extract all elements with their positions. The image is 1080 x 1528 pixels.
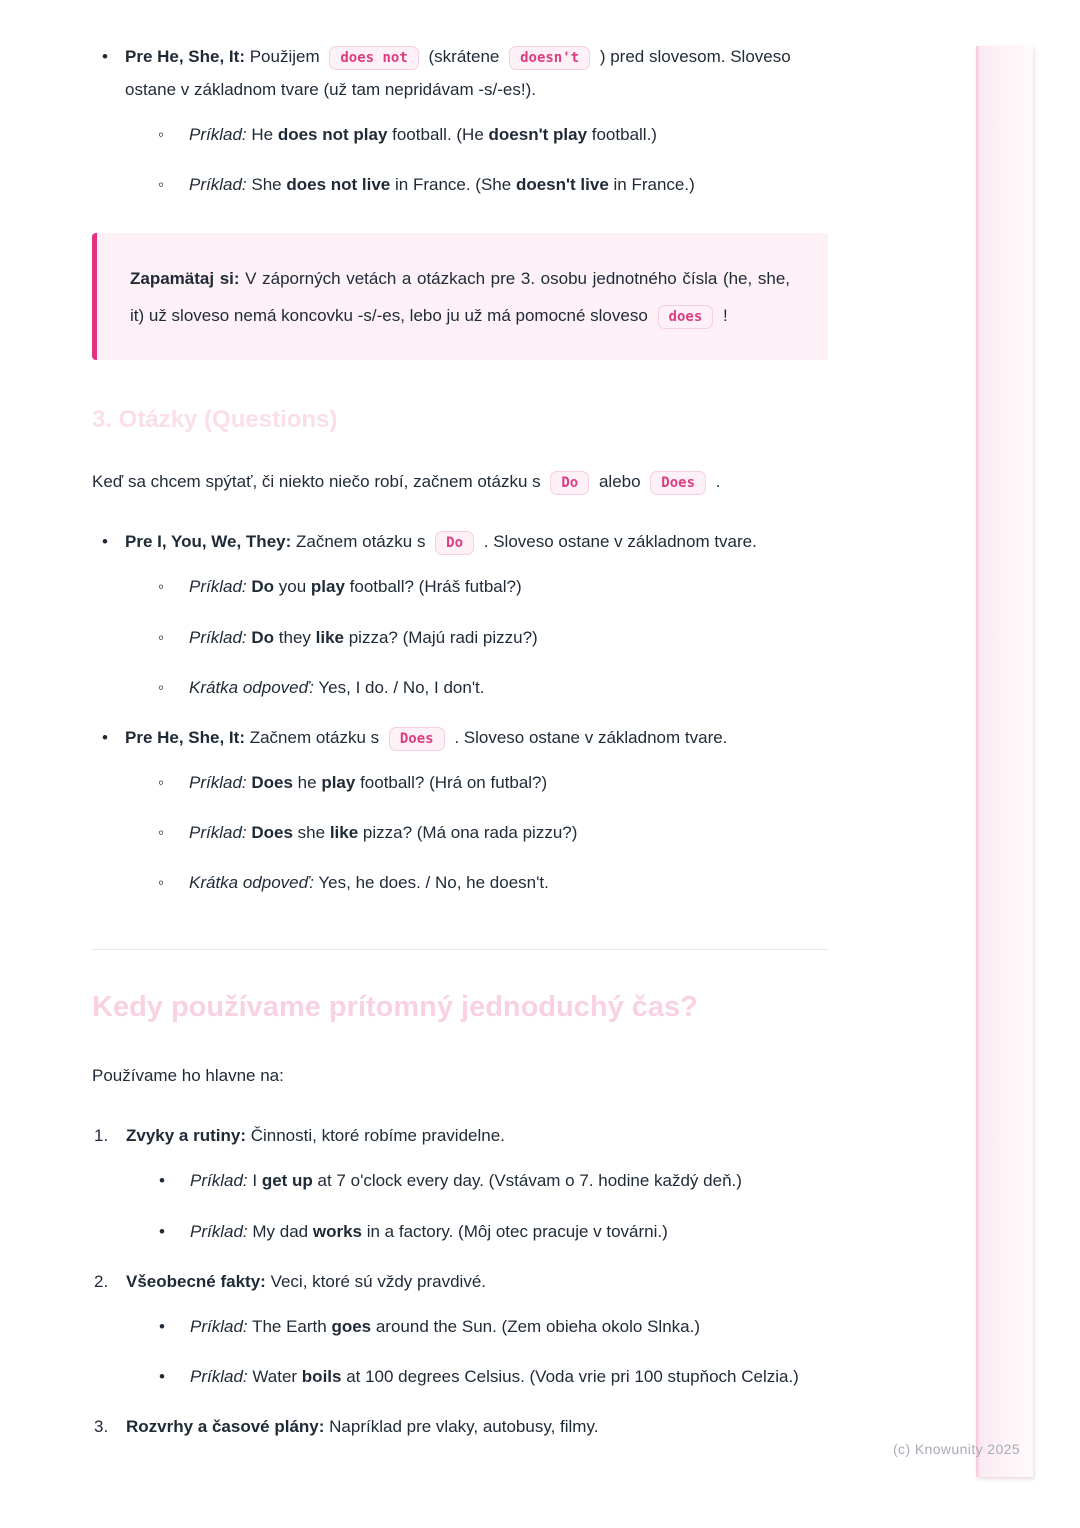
text-run: boils [301,1367,342,1387]
text-run: Príklad: [189,627,247,647]
code-badge: does not [329,46,418,70]
sub-list [126,1310,828,1393]
text-run: The Earth [247,1316,332,1336]
item-number: 3. [94,1417,109,1437]
text-run: works [312,1221,362,1241]
text-run: Water [247,1367,302,1387]
sub-item [158,168,828,201]
sub-item [159,1360,828,1393]
sub-item [158,866,828,899]
text-run: football? (Hráš futbal?) [344,577,522,597]
section-heading: 3. Otázky (Questions) [92,406,338,434]
code-badge: Do [550,471,589,495]
numbered-item [92,1410,828,1443]
text-run: Rozvrhy a časové plány: [126,1417,325,1437]
text-run: Príklad: [190,1367,248,1387]
text-run: He [246,125,278,145]
text-run: they [274,627,316,647]
text-run: like [329,823,359,843]
text-run: in France. (She [390,175,516,195]
sub-item [159,1310,828,1343]
text-run: he [292,772,322,792]
code-badge: Does [389,727,445,751]
text-run: ) pred slovesom. Sloveso ostane v základnom tvare (už tam nepridávam -s/-es!). [125,47,791,100]
paragraph [92,465,828,498]
numbered-item [92,1265,828,1393]
sub-item [158,816,828,849]
text-run: football? (Hrá on futbal?) [355,772,548,792]
text-run: like [315,627,344,647]
text-run: Pre He, She, It: [125,47,250,66]
text-run: at 7 o'clock every day. (Vstávam o 7. hodine každý deň.) [312,1171,742,1191]
sub-item [158,621,828,654]
paragraph [92,1059,828,1092]
text-run: does not live [286,175,391,195]
text-run: at 100 degrees Celsius. (Voda vrie pri 100 stupňoch Celzia.) [341,1367,799,1387]
text-run: Napríklad pre vlaky, autobusy, filmy. [324,1417,599,1437]
text-run: Zapamätaj si: [130,268,240,288]
text-run: Pre He, She, It: [125,727,250,747]
list-item [92,40,828,202]
numbered-item [92,1119,828,1247]
text-run: Príklad: [189,772,247,792]
text-run: play [310,577,345,597]
text-run: in France.) [608,175,695,195]
text-run: I [247,1171,262,1191]
item-number: 1. [94,1126,109,1146]
text-run: she [292,823,330,843]
text-run: Krátka odpoveď: [189,677,314,697]
page-edge-decoration [976,46,1033,1477]
text-run: . Sloveso ostane v základnom tvare. [479,532,757,552]
text-run: ! [718,305,728,325]
sub-list [125,766,828,899]
sub-item [159,1164,828,1197]
text-run: goes [331,1316,372,1336]
text-run: Činnosti, ktoré robíme pravidelne. [246,1126,505,1146]
item-number: 2. [94,1271,109,1291]
text-run: get up [261,1171,313,1191]
text-run: Príklad: [189,823,247,843]
sub-item [158,118,828,151]
numbered-list [92,1119,828,1443]
text-run: Pre I, You, We, They: [125,532,296,552]
list-item [92,525,828,704]
text-run: V záporných vetách a otázkach pre 3. osobu jednotného čísla (he, she, it) už sloveso nemá koncovku -s/-es, lebo ju už má pomocné sloveso [130,268,790,325]
text-run: around the Sun. (Zem obieha okolo Slnka.) [371,1316,700,1336]
text-run: football.) [587,125,657,145]
text-run: Yes, he does. / No, he doesn't. [313,873,549,893]
text-run: pizza? (Má ona rada pizzu?) [358,823,578,843]
text-run: Začnem otázku s [249,727,384,747]
text-run: Príklad: [190,1171,248,1191]
text-run: My dad [247,1221,313,1241]
sub-item [158,671,828,704]
text-run: does not play [277,125,388,145]
text-run: football. (He [387,125,489,145]
text-run: pizza? (Majú radi pizzu?) [344,627,538,647]
sub-item [158,766,828,799]
text-run: Zvyky a rutiny: [126,1126,246,1146]
text-run: Príklad: [190,1316,248,1336]
bullet-list [92,40,828,202]
text-run: Príklad: [190,1221,248,1241]
text-run: Do [251,577,275,597]
callout-text [130,260,790,335]
text-run: (skrátene [423,47,505,66]
sub-list [126,1164,828,1247]
text-run: Príklad: [189,125,247,145]
sub-item [158,570,828,603]
section-divider [92,949,828,950]
text-run: you [274,577,311,597]
code-badge: Do [435,531,474,555]
text-run: Používame ho hlavne na: [92,1066,284,1086]
text-run: doesn't live [515,175,609,195]
code-badge: doesn't [509,46,590,70]
section-heading: Kedy používame prítomný jednoduchý čas? [92,991,698,1024]
content-column [92,40,828,1457]
text-run: Does [251,772,293,792]
text-run: in a factory. (Môj otec pracuje v továrni.) [361,1221,668,1241]
note-callout [92,233,828,361]
text-run: Does [251,823,293,843]
code-badge: Does [650,471,706,495]
sub-item [159,1215,828,1248]
bullet-list [92,525,828,899]
text-run: Príklad: [189,175,247,195]
text-run: . [711,472,721,492]
text-run: Začnem otázku s [296,532,431,552]
text-run: Do [251,627,275,647]
sub-list [125,570,828,703]
text-run: Všeobecné fakty: [126,1271,266,1291]
text-run: doesn't play [488,125,588,145]
text-run: . Sloveso ostane v základnom tvare. [449,727,728,747]
text-run: She [246,175,287,195]
list-item [92,721,828,900]
text-run: Príklad: [189,577,247,597]
copyright-watermark: (c) Knowunity 2025 [893,1441,1021,1457]
text-run: Veci, ktoré sú vždy pravdivé. [265,1271,486,1291]
sub-list [125,118,828,201]
code-badge: does [658,305,714,329]
text-run: Krátka odpoveď: [189,873,314,893]
text-run: play [321,772,356,792]
text-run: Keď sa chcem spýtať, či niekto niečo robí, začnem otázku s [92,472,546,492]
text-run: alebo [594,472,646,492]
text-run: Použijem [249,47,325,66]
text-run: Yes, I do. / No, I don't. [313,677,485,697]
